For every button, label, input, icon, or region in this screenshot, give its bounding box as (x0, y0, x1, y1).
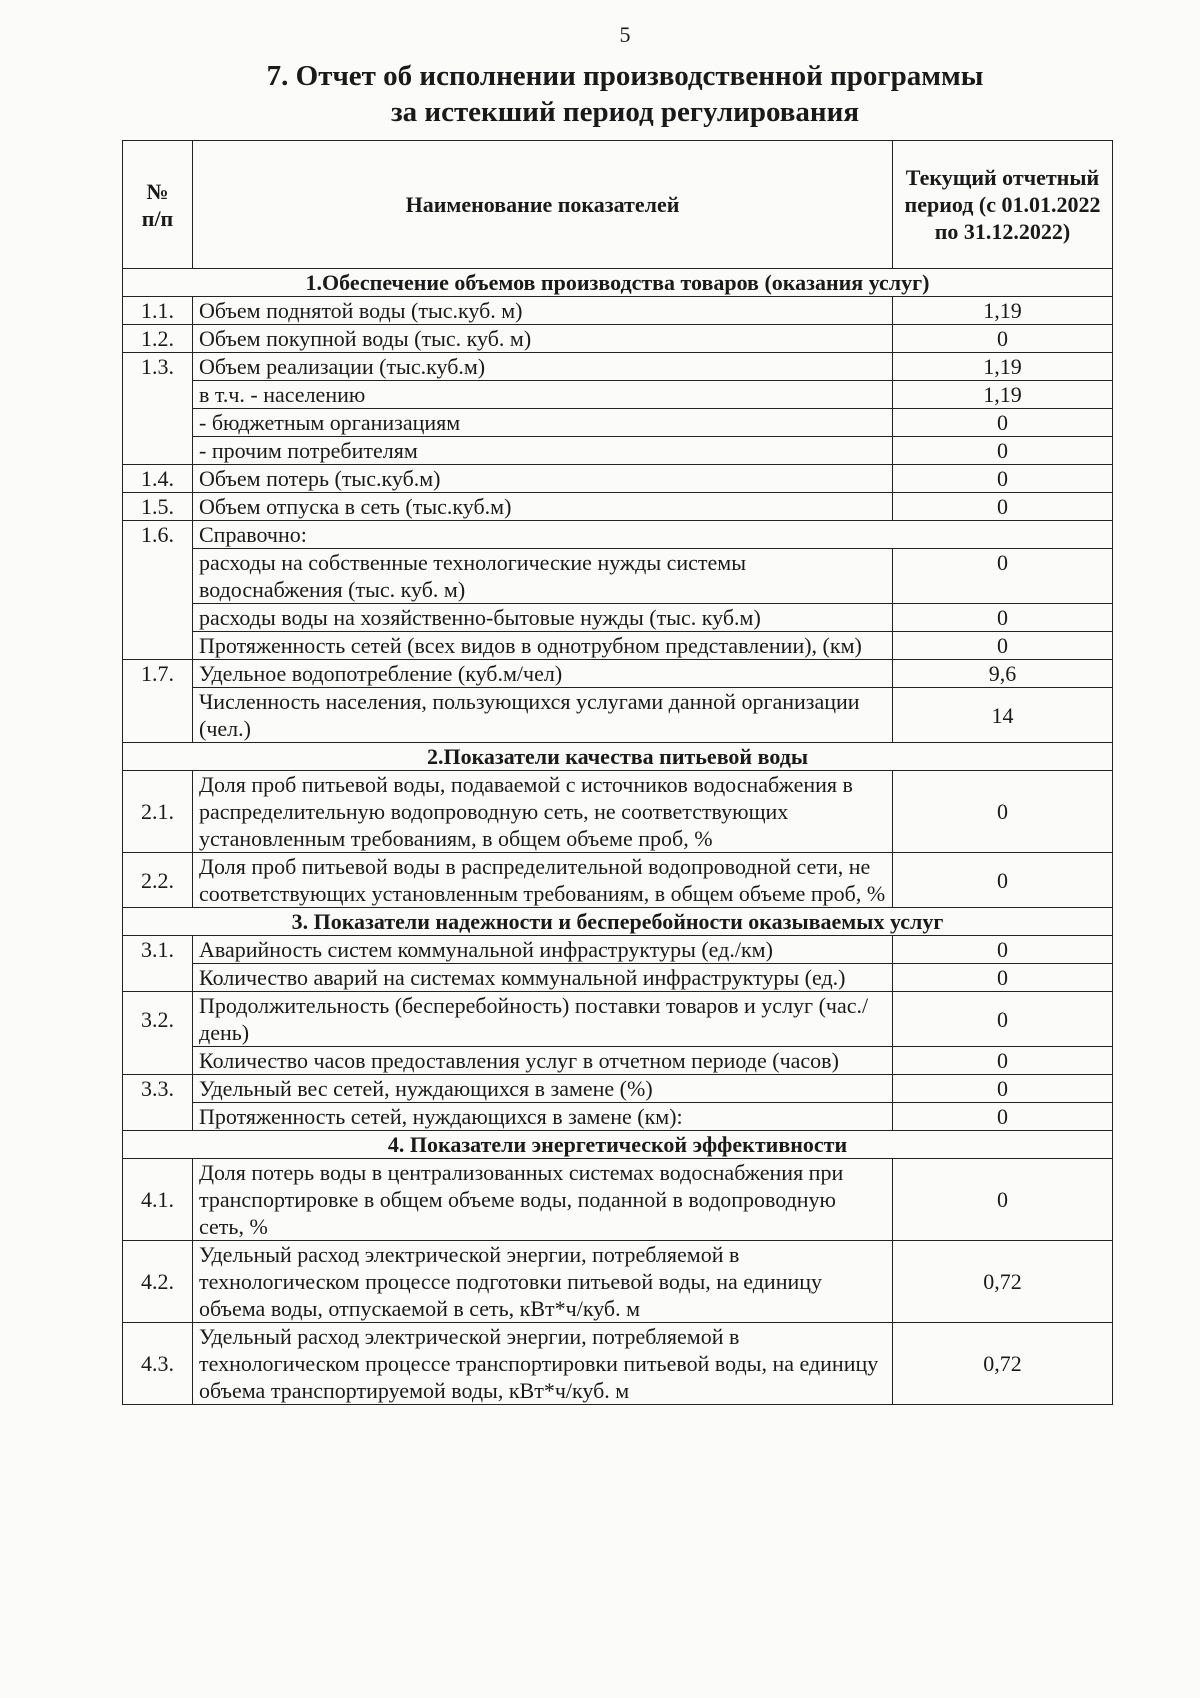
table-row (123, 964, 1113, 992)
row-number: 1.4. (123, 465, 193, 493)
table-row (123, 660, 1113, 688)
row-number (123, 549, 193, 604)
row-number: 1.1. (123, 297, 193, 325)
row-value: 0 (893, 936, 1113, 964)
row-name: расходы воды на хозяйственно-бытовые нужды (тыс. куб.м) (193, 604, 893, 632)
table-row (123, 1103, 1113, 1131)
row-number (123, 1047, 193, 1075)
row-number (123, 604, 193, 632)
row-number: 2.1. (123, 771, 193, 853)
row-value: 0 (893, 771, 1113, 853)
row-number (123, 381, 193, 409)
table-row (123, 771, 1113, 853)
row-value: 0 (893, 604, 1113, 632)
table-row (123, 521, 1113, 549)
row-name: Объем поднятой воды (тыс.куб. м) (193, 297, 893, 325)
row-number (123, 964, 193, 992)
row-value: 0 (893, 632, 1113, 660)
row-value: 0 (893, 1103, 1113, 1131)
row-number: 4.2. (123, 1241, 193, 1323)
row-value: 0 (893, 465, 1113, 493)
row-number: 3.2. (123, 992, 193, 1047)
table-row (123, 604, 1113, 632)
row-value: 0 (893, 437, 1113, 465)
row-number (123, 632, 193, 660)
page-number: 5 (619, 22, 631, 47)
report-title-line-2: за истекший период регулирования (390, 96, 860, 128)
row-number (123, 437, 193, 465)
table-row (123, 1323, 1113, 1405)
row-name: Объем реализации (тыс.куб.м) (193, 353, 893, 381)
table-row (123, 493, 1113, 521)
table-row (123, 353, 1113, 381)
row-number (123, 1103, 193, 1131)
row-name: Количество часов предоставления услуг в отчетном периоде (часов) (193, 1047, 893, 1075)
row-value: 0 (893, 409, 1113, 437)
row-value: 0 (893, 549, 1113, 604)
row-value: 0 (893, 1075, 1113, 1103)
header-period: Текущий отчетный период (с 01.01.2022 по 31.12.2022) (893, 141, 1113, 269)
row-name: Удельный расход электрической энергии, потребляемой в технологическом процессе транспортировки питьевой воды, на единицу объема транспортируемой воды, кВт*ч/куб. м (193, 1323, 893, 1405)
row-name: - бюджетным организациям (193, 409, 893, 437)
section-title: 1.Обеспечение объемов производства товаров (оказания услуг) (123, 269, 1113, 297)
row-name: в т.ч. - населению (193, 381, 893, 409)
row-name: Количество аварий на системах коммунальной инфраструктуры (ед.) (193, 964, 893, 992)
row-name: Удельный вес сетей, нуждающихся в замене (%) (193, 1075, 893, 1103)
row-number: 1.6. (123, 521, 193, 549)
row-name: Объем покупной воды (тыс. куб. м) (193, 325, 893, 353)
row-name: Доля проб питьевой воды в распределительной водопроводной сети, не соответствующих установленным требованиям, в общем объеме проб, % (193, 853, 893, 908)
row-value: 0 (893, 853, 1113, 908)
row-number: 2.2. (123, 853, 193, 908)
report-title (0, 58, 1200, 130)
row-value: 1,19 (893, 353, 1113, 381)
table-row (123, 992, 1113, 1047)
table-row (123, 688, 1113, 743)
row-number (123, 688, 193, 743)
row-name: Доля проб питьевой воды, подаваемой с источников водоснабжения в распределительную водопроводную сеть, не соответствующих установленным требованиям, в общем объеме проб, % (193, 771, 893, 853)
row-value: 1,19 (893, 381, 1113, 409)
table-row (123, 549, 1113, 604)
row-value: 1,19 (893, 297, 1113, 325)
header-num: № п/п (123, 141, 193, 269)
row-value: 0 (893, 1159, 1113, 1241)
row-number: 4.1. (123, 1159, 193, 1241)
section-title: 3. Показатели надежности и бесперебойности оказываемых услуг (123, 908, 1113, 936)
row-name: - прочим потребителям (193, 437, 893, 465)
row-value: 0 (893, 964, 1113, 992)
row-value: 0,72 (893, 1323, 1113, 1405)
row-number: 1.5. (123, 493, 193, 521)
row-number: 3.3. (123, 1075, 193, 1103)
table-row (123, 853, 1113, 908)
table-row (123, 297, 1113, 325)
table-row (123, 1159, 1113, 1241)
table-row (123, 325, 1113, 353)
row-name: расходы на собственные технологические нужды системы водоснабжения (тыс. куб. м) (193, 549, 893, 604)
row-value: 9,6 (893, 660, 1113, 688)
row-number: 1.7. (123, 660, 193, 688)
row-name: Объем отпуска в сеть (тыс.куб.м) (193, 493, 893, 521)
row-value: 0 (893, 1047, 1113, 1075)
report-title-line-1: 7. Отчет об исполнении производственной программы (266, 60, 984, 92)
row-value: 0 (893, 992, 1113, 1047)
row-number: 1.3. (123, 353, 193, 381)
table-row (123, 1075, 1113, 1103)
table-row (123, 632, 1113, 660)
table-row (123, 465, 1113, 493)
section-title: 4. Показатели энергетической эффективности (123, 1131, 1113, 1159)
row-name: Справочно: (193, 521, 1113, 549)
header-name: Наименование показателей (193, 141, 893, 269)
row-name: Продолжительность (бесперебойность) поставки товаров и услуг (час./день) (193, 992, 893, 1047)
row-name: Протяженность сетей, нуждающихся в замене (км): (193, 1103, 893, 1131)
table-row (123, 437, 1113, 465)
table-row (123, 409, 1113, 437)
section-title: 2.Показатели качества питьевой воды (123, 743, 1113, 771)
row-name: Протяженность сетей (всех видов в однотрубном представлении), (км) (193, 632, 893, 660)
report-table (122, 140, 1113, 1405)
row-name: Удельный расход электрической энергии, потребляемой в технологическом процессе подготовки питьевой воды, на единицу объема воды, отпускаемой в сеть, кВт*ч/куб. м (193, 1241, 893, 1323)
row-value: 14 (893, 688, 1113, 743)
row-number: 4.3. (123, 1323, 193, 1405)
table-row (123, 381, 1113, 409)
row-name: Доля потерь воды в централизованных системах водоснабжения при транспортировке в общем объеме воды, поданной в водопроводную сеть, % (193, 1159, 893, 1241)
row-number: 3.1. (123, 936, 193, 964)
row-number (123, 409, 193, 437)
row-name: Аварийность систем коммунальной инфраструктуры (ед./км) (193, 936, 893, 964)
row-name: Удельное водопотребление (куб.м/чел) (193, 660, 893, 688)
table-row (123, 1241, 1113, 1323)
table-row (123, 1047, 1113, 1075)
table-header-row (123, 141, 1113, 269)
row-name: Численность населения, пользующихся услугами данной организации (чел.) (193, 688, 893, 743)
row-value: 0 (893, 325, 1113, 353)
row-number: 1.2. (123, 325, 193, 353)
table-row (123, 936, 1113, 964)
row-value: 0 (893, 493, 1113, 521)
row-name: Объем потерь (тыс.куб.м) (193, 465, 893, 493)
row-value: 0,72 (893, 1241, 1113, 1323)
